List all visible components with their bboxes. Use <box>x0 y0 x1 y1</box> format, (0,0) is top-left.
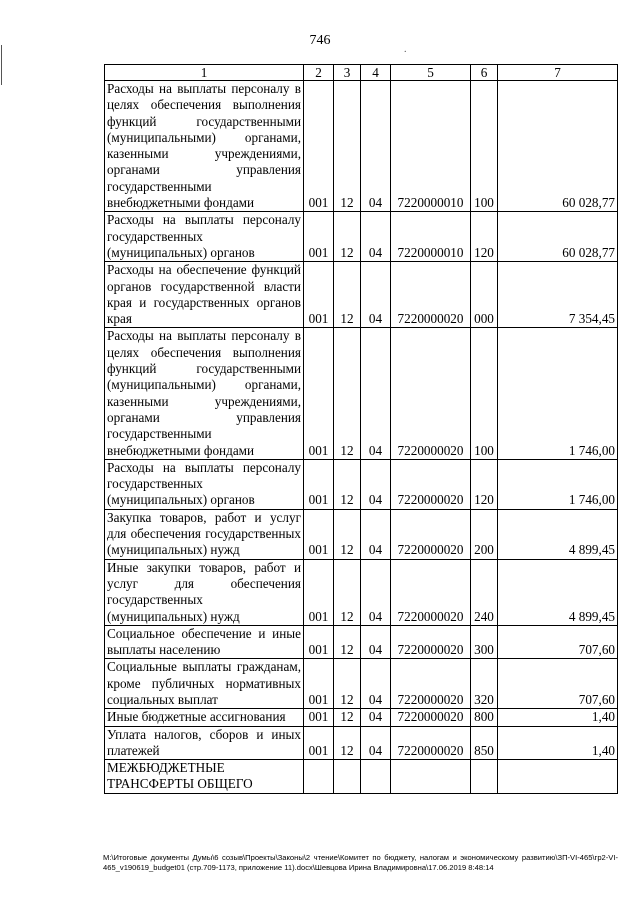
target-article-code: 7220000020 <box>391 726 471 760</box>
margin-rule <box>1 45 2 85</box>
section-code: 12 <box>334 625 361 659</box>
ministry-code: 001 <box>304 659 334 709</box>
page-number: 746 <box>309 33 331 48</box>
expense-type-code: 100 <box>471 81 498 212</box>
expense-type-code: 100 <box>471 328 498 459</box>
table-row <box>105 760 618 794</box>
expense-type-code <box>471 760 498 794</box>
table-header-row <box>105 65 618 81</box>
target-article-code: 7220000020 <box>391 625 471 659</box>
row-description: Расходы на обеспечение функций органов государственной власти края и государственных органов края <box>105 262 304 328</box>
target-article-code: 7220000010 <box>391 81 471 212</box>
ministry-code <box>304 760 334 794</box>
section-code: 12 <box>334 212 361 262</box>
table-row <box>105 625 618 659</box>
amount: 1 746,00 <box>498 328 618 459</box>
subsection-code: 04 <box>361 625 391 659</box>
expense-type-code: 120 <box>471 459 498 509</box>
table-row <box>105 509 618 559</box>
target-article-code: 7220000010 <box>391 212 471 262</box>
budget-table <box>104 64 618 794</box>
section-code: 12 <box>334 709 361 726</box>
expense-type-code: 300 <box>471 625 498 659</box>
amount: 4 899,45 <box>498 509 618 559</box>
column-header: 6 <box>471 65 498 81</box>
row-description: Социальное обеспечение и иные выплаты населению <box>105 625 304 659</box>
target-article-code: 7220000020 <box>391 328 471 459</box>
section-code: 12 <box>334 659 361 709</box>
column-header: 7 <box>498 65 618 81</box>
subsection-code: 04 <box>361 559 391 625</box>
column-header: 5 <box>391 65 471 81</box>
section-code: 12 <box>334 559 361 625</box>
ministry-code: 001 <box>304 81 334 212</box>
expense-type-code: 120 <box>471 212 498 262</box>
subsection-code: 04 <box>361 459 391 509</box>
section-code: 12 <box>334 262 361 328</box>
target-article-code: 7220000020 <box>391 659 471 709</box>
row-description: Расходы на выплаты персоналу в целях обеспечения выполнения функций государственными (муниципальными) органами, казенными учреждениями, органами управления государственными внебюджетными фондами <box>105 328 304 459</box>
amount: 60 028,77 <box>498 81 618 212</box>
expense-type-code: 320 <box>471 659 498 709</box>
row-description: Расходы на выплаты персоналу в целях обеспечения выполнения функций государственными (муниципальными) органами, казенными учреждениями, органами управления государственными внебюджетными фондами <box>105 81 304 212</box>
row-description: Уплата налогов, сборов и иных платежей <box>105 726 304 760</box>
column-header: 2 <box>304 65 334 81</box>
amount: 7 354,45 <box>498 262 618 328</box>
ministry-code: 001 <box>304 262 334 328</box>
amount: 707,60 <box>498 625 618 659</box>
section-code: 12 <box>334 726 361 760</box>
amount: 60 028,77 <box>498 212 618 262</box>
table-row <box>105 81 618 212</box>
expense-type-code: 850 <box>471 726 498 760</box>
target-article-code <box>391 760 471 794</box>
section-code: 12 <box>334 328 361 459</box>
row-description: Социальные выплаты гражданам, кроме публичных нормативных социальных выплат <box>105 659 304 709</box>
expense-type-code: 800 <box>471 709 498 726</box>
subsection-code: 04 <box>361 328 391 459</box>
table-row <box>105 659 618 709</box>
row-description: Закупка товаров, работ и услуг для обеспечения государственных (муниципальных) нужд <box>105 509 304 559</box>
subsection-code: 04 <box>361 262 391 328</box>
target-article-code: 7220000020 <box>391 262 471 328</box>
section-code: 12 <box>334 81 361 212</box>
table-row <box>105 212 618 262</box>
row-description: Расходы на выплаты персоналу государственных (муниципальных) органов <box>105 212 304 262</box>
subsection-code: 04 <box>361 212 391 262</box>
amount: 4 899,45 <box>498 559 618 625</box>
column-header: 4 <box>361 65 391 81</box>
file-path-footer: M:\Итоговые документы Думы\6 созыв\Проекты\Законы\2 чтение\Комитет по бюджету, налогам и экономическому развитию\ЗП-VI-465\гр2-VI-465_v190619_budget01 (стр.709-1173, приложение 11).docx\Шевцова Ирина Владимировна\17.06.2019 8:48:14 <box>103 853 618 872</box>
target-article-code: 7220000020 <box>391 709 471 726</box>
row-description: Иные бюджетные ассигнования <box>105 709 304 726</box>
row-description: Иные закупки товаров, работ и услуг для обеспечения государственных (муниципальных) нужд <box>105 559 304 625</box>
scan-dot: . <box>404 44 407 55</box>
table-row <box>105 709 618 726</box>
target-article-code: 7220000020 <box>391 509 471 559</box>
section-code: 12 <box>334 509 361 559</box>
ministry-code: 001 <box>304 709 334 726</box>
subsection-code: 04 <box>361 726 391 760</box>
amount: 1,40 <box>498 709 618 726</box>
amount: 1 746,00 <box>498 459 618 509</box>
row-description: Расходы на выплаты персоналу государственных (муниципальных) органов <box>105 459 304 509</box>
target-article-code: 7220000020 <box>391 459 471 509</box>
ministry-code: 001 <box>304 559 334 625</box>
table-row <box>105 459 618 509</box>
column-header: 1 <box>105 65 304 81</box>
expense-type-code: 000 <box>471 262 498 328</box>
ministry-code: 001 <box>304 212 334 262</box>
ministry-code: 001 <box>304 726 334 760</box>
target-article-code: 7220000020 <box>391 559 471 625</box>
row-description: МЕЖБЮДЖЕТНЫЕ ТРАНСФЕРТЫ ОБЩЕГО <box>105 760 304 794</box>
section-code: 12 <box>334 459 361 509</box>
table-row <box>105 726 618 760</box>
ministry-code: 001 <box>304 328 334 459</box>
table-row <box>105 559 618 625</box>
amount <box>498 760 618 794</box>
column-header: 3 <box>334 65 361 81</box>
expense-type-code: 240 <box>471 559 498 625</box>
section-code <box>334 760 361 794</box>
subsection-code: 04 <box>361 509 391 559</box>
amount: 707,60 <box>498 659 618 709</box>
subsection-code: 04 <box>361 81 391 212</box>
table-row <box>105 328 618 459</box>
expense-type-code: 200 <box>471 509 498 559</box>
table-row <box>105 262 618 328</box>
amount: 1,40 <box>498 726 618 760</box>
subsection-code: 04 <box>361 659 391 709</box>
ministry-code: 001 <box>304 459 334 509</box>
ministry-code: 001 <box>304 509 334 559</box>
subsection-code <box>361 760 391 794</box>
ministry-code: 001 <box>304 625 334 659</box>
subsection-code: 04 <box>361 709 391 726</box>
